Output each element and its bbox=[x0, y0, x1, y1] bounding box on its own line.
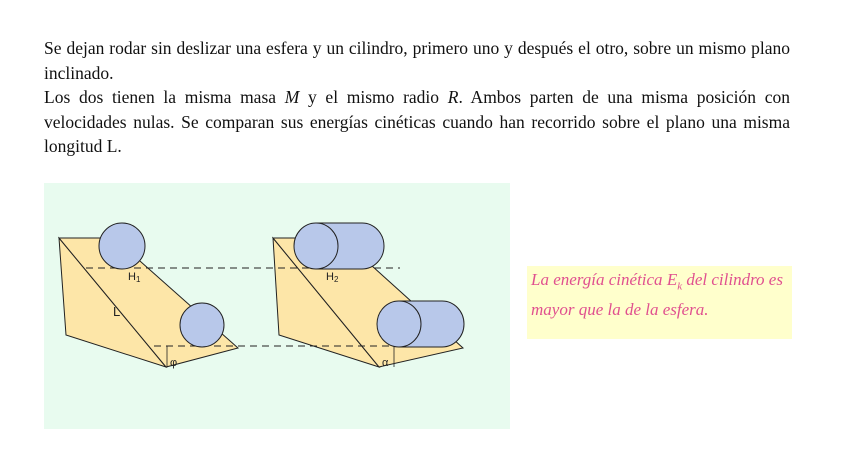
kinetic-energy-symbol: E bbox=[666, 270, 678, 289]
cylinder-top bbox=[294, 223, 384, 269]
inclined-plane-diagram bbox=[44, 183, 510, 429]
label-h2: H2 bbox=[326, 271, 339, 284]
problem-paragraph-2: Los dos tienen la misma masa M y el mismo radio R. Ambos parten de una misma posición con velocidades nulas. Se comparan sus energías cinéticas cuando han recorrido sobre el plano una misma longitud L. bbox=[44, 87, 791, 156]
sphere-ramp bbox=[59, 238, 238, 367]
inclined-plane-figure bbox=[44, 183, 510, 429]
answer-box: La energía cinética $E_k$ del cilindro es mayor que la de la esfera. bbox=[527, 266, 792, 339]
radius-symbol: R bbox=[447, 87, 459, 107]
sphere-bottom bbox=[180, 303, 224, 347]
angle-label-right: α bbox=[382, 357, 389, 369]
label-h1: H1 bbox=[128, 271, 141, 284]
label-l: L bbox=[113, 304, 121, 319]
sphere-top bbox=[99, 223, 145, 269]
cylinder-bottom bbox=[377, 301, 464, 347]
angle-label-left: φ bbox=[170, 357, 178, 369]
problem-statement bbox=[44, 36, 790, 159]
problem-paragraph-1: Se dejan rodar sin deslizar una esfera y un cilindro, primero uno y después el otro, sobre un mismo plano inclinado. bbox=[44, 38, 790, 83]
mass-symbol: M bbox=[284, 87, 300, 107]
